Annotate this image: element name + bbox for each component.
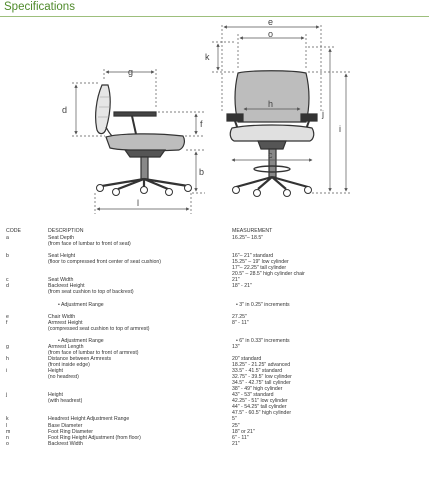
description-line: Foot Ring Height Adjustment (from floor) — [48, 434, 141, 441]
row-description — [48, 302, 232, 308]
row-measurement — [232, 392, 426, 416]
table-row — [6, 235, 426, 247]
table-header-row — [6, 228, 426, 234]
description-line: Seat Depth — [48, 235, 74, 242]
table-row — [6, 392, 426, 416]
measurement-line: 8" - 11" — [232, 319, 249, 326]
measurement-line: 20.5" – 28.5" high cylinder chair — [232, 271, 305, 278]
description-line: (floor to compressed front center of seat cushion) — [48, 259, 162, 266]
label-j: j — [322, 109, 324, 119]
description-line: (from face of lumbar to front of armrest) — [48, 349, 139, 356]
row-code: e — [6, 313, 9, 320]
table-row — [6, 320, 426, 332]
row-description — [48, 283, 232, 295]
measurement-line: 38" - 49" high cylinder — [232, 386, 283, 393]
measurement-line: 6" - 11" — [232, 434, 249, 441]
row-description — [48, 368, 232, 392]
header-measurement: MEASUREMENT — [232, 228, 273, 234]
measurement-line: 32.75" - 39.5" low cylinder — [232, 374, 292, 381]
row-measurement — [232, 368, 426, 392]
description-line: • Adjustment Range — [58, 337, 104, 344]
table-row — [6, 344, 426, 356]
description-line: (front inside edge) — [48, 362, 90, 369]
label-f: f — [200, 119, 203, 129]
section-title: Specifications — [4, 1, 75, 13]
description-line: Seat Height — [48, 253, 76, 260]
measurement-line: 16.25"– 18.5" — [232, 235, 264, 242]
table-row — [6, 368, 426, 392]
description-line: Distance between Armrests — [48, 355, 112, 362]
row-description — [48, 344, 232, 356]
label-i: i — [339, 124, 341, 134]
measurement-line: 47.5" - 60.5" high cylinder — [232, 410, 292, 417]
front-view-casters — [233, 187, 312, 197]
row-measurement — [232, 356, 426, 368]
measurement-line: 34.5" - 42.75" tall cylinder — [232, 380, 291, 387]
description-line: Armrest Length — [48, 343, 84, 350]
measurement-line: 18" or 21" — [232, 428, 255, 435]
label-h: h — [268, 99, 274, 109]
row-code: l — [6, 422, 8, 429]
description-line: Backrest Height — [48, 283, 85, 290]
front-dimension-lines — [212, 25, 352, 193]
label-e: e — [268, 17, 274, 27]
row-code: g — [6, 343, 9, 350]
measurement-line: 25" — [232, 422, 240, 429]
measurement-line: 42.25" - 51" low cylinder — [232, 398, 288, 405]
label-b: b — [199, 167, 205, 177]
row-measurement — [232, 344, 426, 356]
description-line: Headrest Height Adjustment Range — [48, 416, 130, 423]
measurement-line: 18.25" - 21.25" advanced — [232, 362, 291, 369]
row-code: k — [6, 416, 9, 423]
row-description — [48, 441, 232, 447]
measurement-line: 18" - 21" — [232, 283, 252, 290]
description-line: (from face of lumbar to front of seat) — [48, 241, 131, 248]
description-line: • Adjustment Range — [58, 301, 104, 308]
row-code: f — [6, 319, 8, 326]
label-c: c — [268, 150, 273, 160]
row-code — [6, 302, 48, 308]
table-row — [6, 253, 426, 277]
header-description: DESCRIPTION — [48, 228, 84, 234]
measurement-line: • 3" in 0.25" increments — [236, 301, 290, 308]
table-row — [6, 441, 426, 447]
spec-table — [6, 228, 426, 447]
row-description — [48, 320, 232, 332]
label-l: l — [137, 198, 139, 208]
row-code: h — [6, 355, 9, 362]
label-g: g — [128, 67, 134, 77]
table-row — [6, 302, 426, 308]
label-o: o — [268, 29, 274, 39]
row-code: m — [6, 428, 11, 435]
measurement-line: 21" — [232, 277, 240, 284]
measurement-line: 33.5" - 41.5" standard — [232, 368, 283, 375]
label-k: k — [205, 52, 210, 62]
measurement-line: 16"– 21" standard — [232, 253, 274, 260]
description-line: Foot Ring Diameter — [48, 428, 93, 435]
side-view-casters — [97, 185, 192, 196]
description-line: (with headrest) — [48, 398, 83, 405]
row-measurement — [232, 441, 426, 447]
description-line: Height — [48, 392, 63, 399]
side-view-chair — [96, 85, 188, 189]
row-code: b — [6, 253, 9, 260]
description-line: (no headrest) — [48, 374, 79, 381]
front-view-chair — [227, 71, 317, 189]
row-measurement — [232, 302, 426, 308]
chair-dimension-diagram — [0, 17, 429, 225]
measurement-line: • 6" in 0.33" increments — [236, 337, 290, 344]
row-measurement — [232, 235, 426, 247]
row-description — [48, 253, 232, 277]
label-d: d — [62, 105, 68, 115]
measurement-line: 43" - 53" standard — [232, 392, 274, 399]
description-line: (compressed seat cushion to top of armrest) — [48, 325, 150, 332]
row-measurement — [232, 283, 426, 295]
row-code: a — [6, 235, 9, 242]
measurement-line: 21" — [232, 440, 240, 447]
row-code: d — [6, 283, 9, 290]
description-line: Chair Width — [48, 313, 76, 320]
row-code: n — [6, 434, 9, 441]
row-description — [48, 392, 232, 416]
measurement-line: 44" - 54.25" tall cylinder — [232, 404, 287, 411]
row-code: c — [6, 277, 9, 284]
measurement-line: 13" — [232, 343, 240, 350]
table-row — [6, 356, 426, 368]
table-row — [6, 283, 426, 295]
measurement-line: 5" — [232, 416, 237, 423]
row-code: i — [6, 368, 8, 375]
table-body — [6, 235, 426, 447]
description-line: (from seat cushion to top of backrest) — [48, 289, 134, 296]
row-description — [48, 356, 232, 368]
measurement-line: 20" standard — [232, 355, 262, 362]
measurement-line: 15.25" – 19" low cylinder — [232, 259, 289, 266]
description-line: Base Diameter — [48, 422, 83, 429]
description-line: Height — [48, 368, 63, 375]
measurement-line: 17"– 22.25" tall cylinder — [232, 265, 287, 272]
row-measurement — [232, 253, 426, 277]
row-measurement — [232, 320, 426, 332]
measurement-line: 27.25" — [232, 313, 247, 320]
description-line: Seat Width — [48, 277, 74, 284]
header-code: CODE — [6, 228, 21, 234]
description-line: Backrest Width — [48, 440, 83, 447]
description-line: Armrest Height — [48, 319, 83, 326]
row-code: o — [6, 440, 9, 447]
row-code: j — [6, 392, 8, 399]
row-description — [48, 235, 232, 247]
